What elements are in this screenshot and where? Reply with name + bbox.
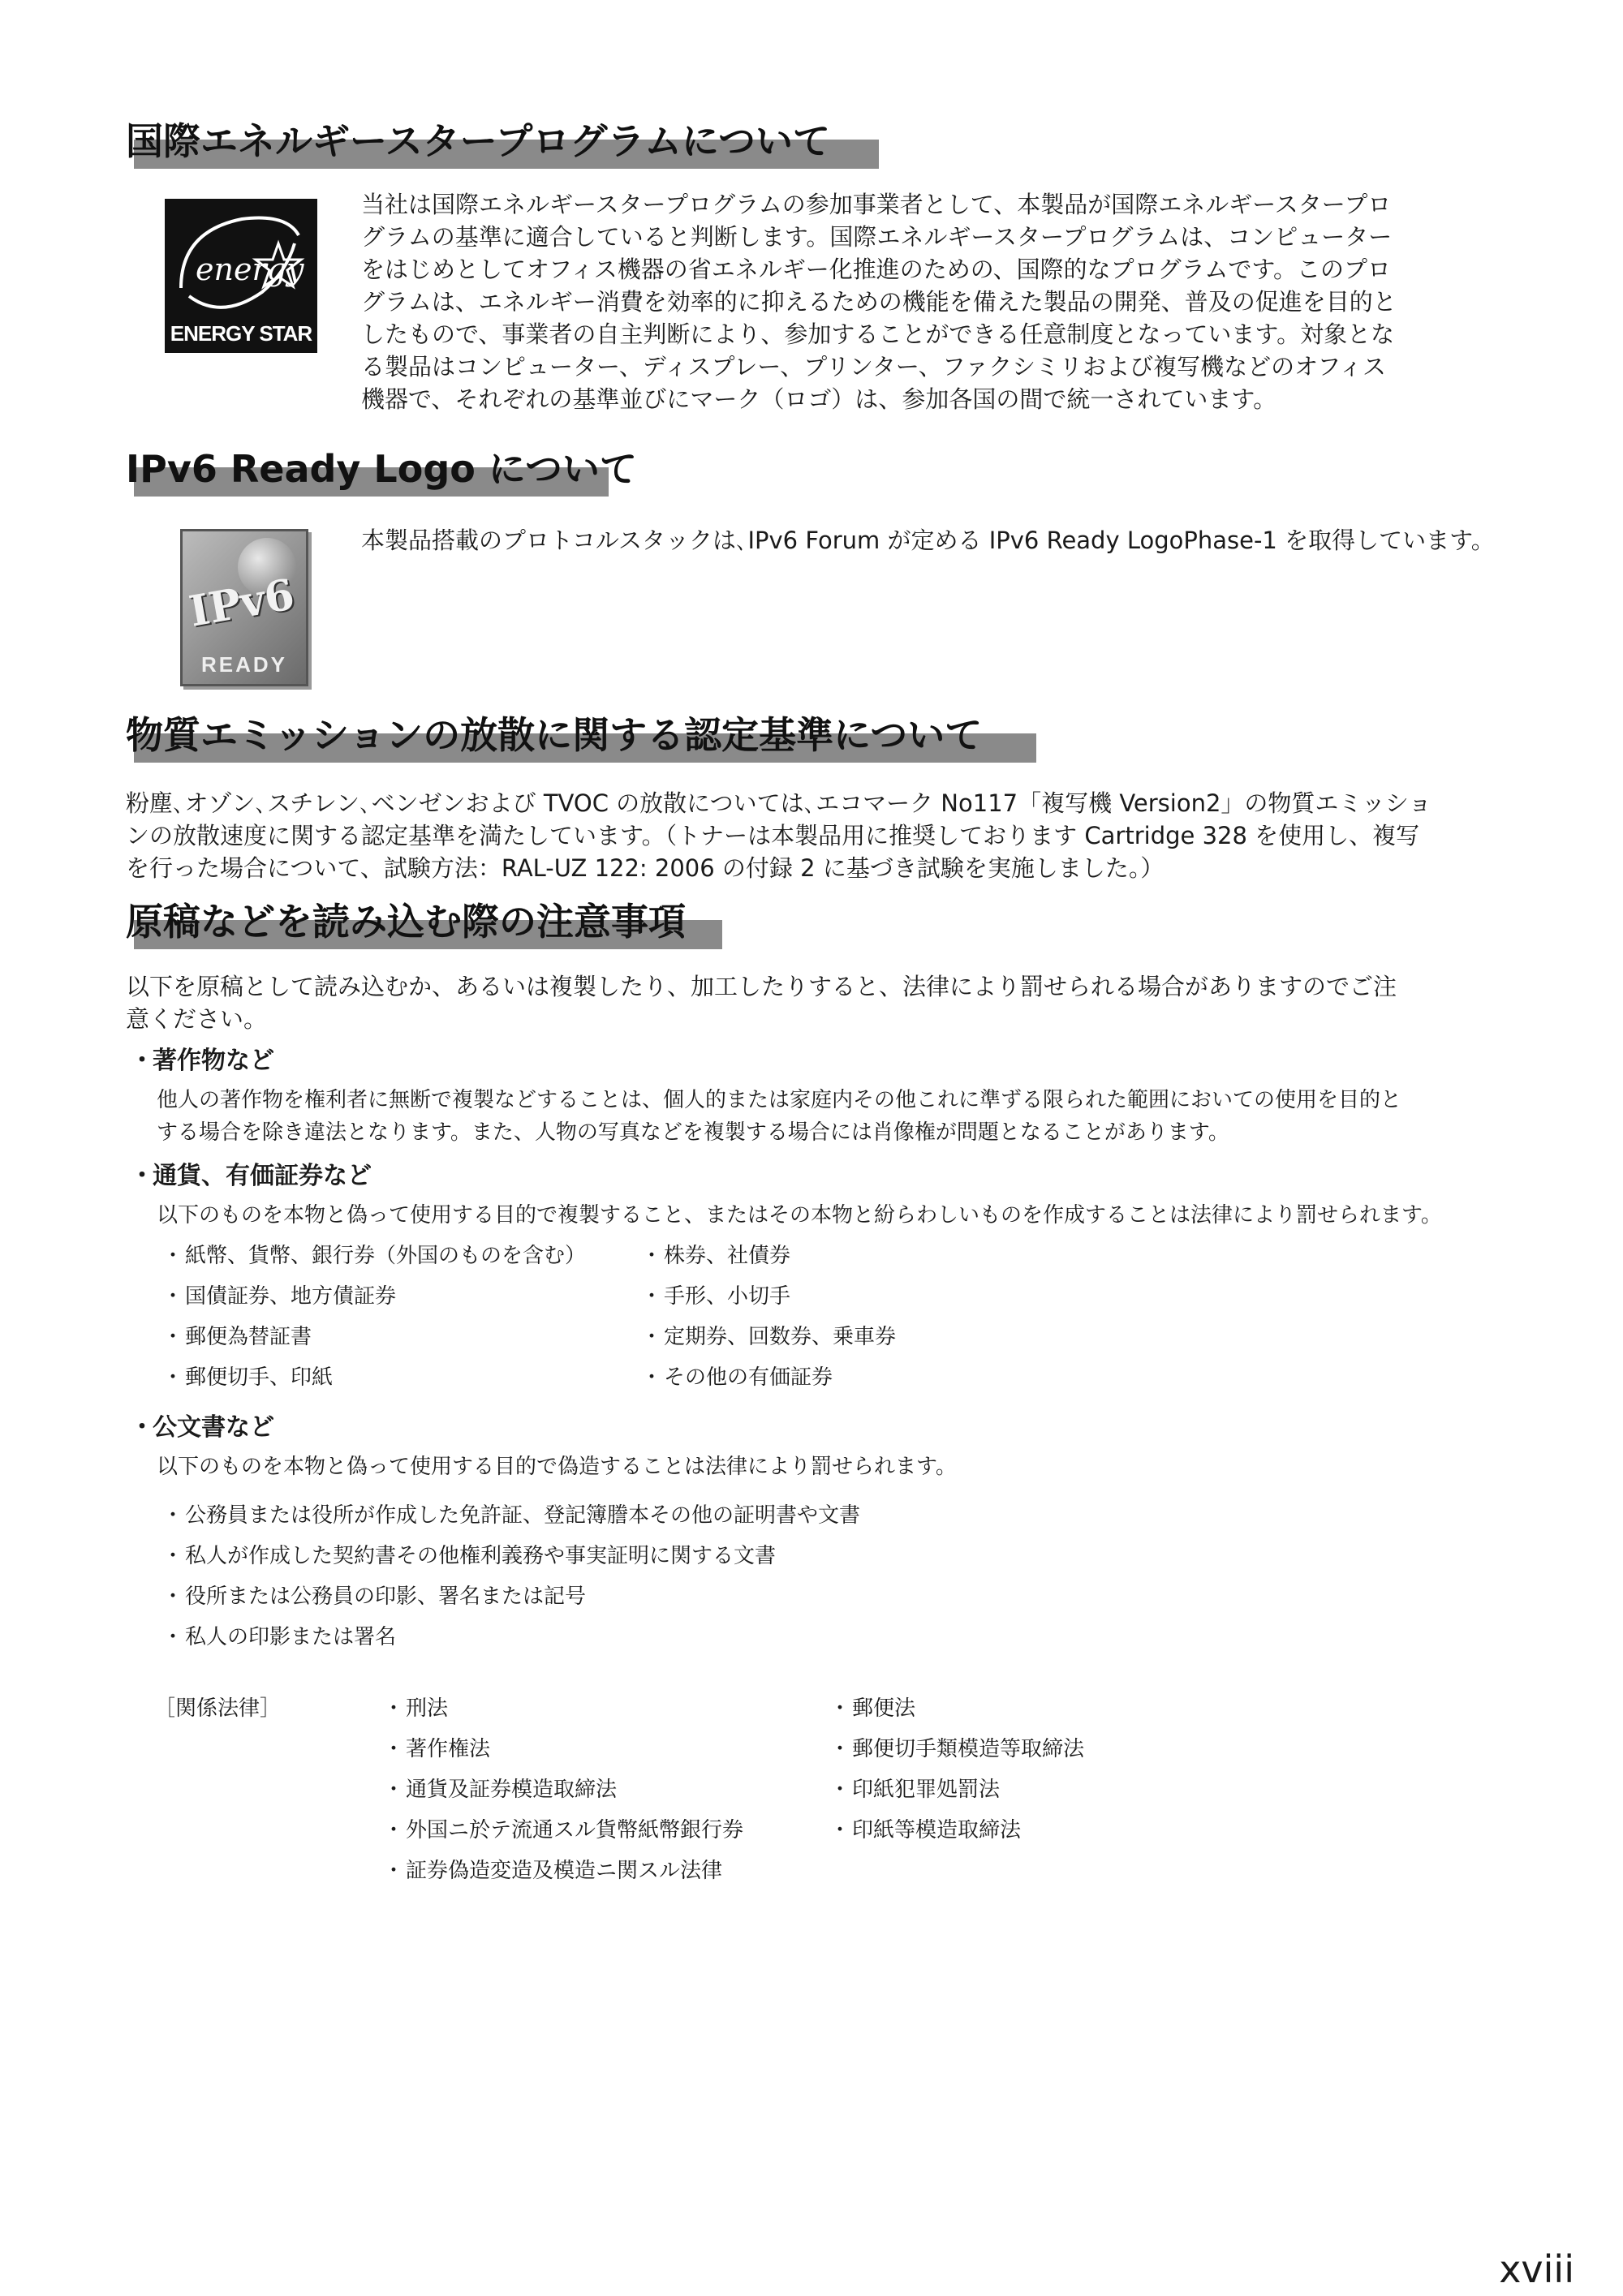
ipv6-heading: IPv6 Ready Logo について	[126, 448, 648, 497]
energy-star-icon	[165, 199, 317, 320]
energy-star-heading: 国際エネルギースタープログラムについて	[126, 120, 842, 169]
list-item: ・役所または公務員の印影、署名または記号	[162, 1584, 587, 1609]
documents-heading: ・公文書など	[130, 1413, 274, 1442]
list-item: ・証券偽造変造及模造ニ関スル法律	[383, 1859, 723, 1883]
currency-heading: ・通貨、有価証券など	[130, 1162, 372, 1190]
list-item: ・郵便切手類模造等取締法	[829, 1737, 1085, 1761]
list-item: ・著作権法	[383, 1737, 491, 1761]
list-item: ・私人の印影または署名	[162, 1625, 397, 1649]
list-item: ・国債証券、地方債証券	[162, 1284, 397, 1309]
list-item: ・公務員または役所が作成した免許証、登記簿謄本その他の証明書や文書	[162, 1503, 861, 1528]
energy-star-label: ENERGY STAR	[170, 321, 312, 346]
list-item: ・印紙犯罪処罰法	[829, 1778, 1001, 1802]
emission-heading: 物質エミッションの放散に関する認定基準について	[126, 714, 993, 763]
list-item: ・郵便為替証書	[162, 1325, 312, 1349]
list-item: ・印紙等模造取締法	[829, 1818, 1022, 1842]
copyright-paragraph: 他人の著作物を権利者に無断で複製などすることは、個人的または家庭内その他これに準ずる限られた範囲においての使用を目的と する場合を除き違法となります。また、人物の写真などを複製する場合には肖像権が問題となることがあります。	[157, 1088, 1402, 1145]
ipv6-ready-label: READY	[200, 652, 287, 677]
list-item: ・定期券、回数券、乗車券	[641, 1325, 897, 1349]
list-item: ・紙幣、貨幣、銀行券（外国のものを含む）	[162, 1244, 587, 1268]
energy-star-logo	[165, 199, 317, 353]
list-item: ・刑法	[383, 1696, 449, 1721]
svg-text:energy: energy	[196, 252, 304, 287]
list-item: ・通貨及証券模造取締法	[383, 1778, 618, 1802]
list-item: ・郵便法	[829, 1696, 916, 1721]
list-item: ・手形、小切手	[641, 1284, 791, 1309]
list-item: ・その他の有価証券	[641, 1365, 833, 1390]
page-number: xviii	[1499, 2247, 1574, 2291]
emission-paragraph: 粉塵､オゾン､スチレン､ベンゼンおよび TVOC の放散については､エコマーク No117「複写機 Version2」の物質エミッショ ンの放散速度に関する認定基準を満たしています。（トナーは本製品用に推奨しております Cartridge 328 を使用し、複写 を行った場合について、試験方法：RAL-UZ 122: 2006 の付録 2 に基づき試験を実施しました。）	[126, 789, 1432, 882]
ipv6-ready-logo	[180, 529, 308, 686]
currency-paragraph: 以下のものを本物と偽って使用する目的で複製すること、またはその本物と紛らわしいものを作成することは法律により罰せられます。	[157, 1203, 1442, 1228]
energy-star-paragraph: 当社は国際エネルギースタープログラムの参加事業者として、本製品が国際エネルギースタープロ グラムの基準に適合していると判断します。国際エネルギースタープログラムは、コンピューター をはじめとしてオフィス機器の省エネルギー化推進のための、国際的なプログラムです。このプロ グラムは、エネルギー消費を効率的に抑えるための機能を備えた製品の開発、普及の促進を目的と したもので、事業者の自主判断により、参加することができる任意制度となっています。対象とな る製品はコンピューター、ディスプレー、プリンター、ファクシミリおよび複写機などのオフィス 機器で、それぞれの基準並びにマーク（ロゴ）は、参加各国の間で統一されています。	[361, 191, 1397, 413]
list-item: ・外国ニ於テ流通スル貨幣紙幣銀行券	[383, 1818, 744, 1842]
list-item: ・郵便切手、印紙	[162, 1365, 334, 1390]
documents-paragraph: 以下のものを本物と偽って使用する目的で偽造することは法律により罰せられます。	[157, 1455, 957, 1479]
related-laws-label: ［関係法律］	[154, 1696, 282, 1721]
ipv6-paragraph: 本製品搭載のプロトコルスタックは､IPv6 Forum が定める IPv6 Ready LogoPhase-1 を取得しています。	[361, 527, 1495, 554]
list-item: ・株券、社債券	[641, 1244, 791, 1268]
list-item: ・私人が作成した契約書その他権利義務や事実証明に関する文書	[162, 1544, 777, 1568]
ipv6-logo-text: IPv6	[185, 570, 299, 637]
copyright-heading: ・著作物など	[130, 1047, 274, 1075]
caution-intro: 以下を原稿として読み込むか、あるいは複製したり、加工したりすると、法律により罰せられる場合がありますのでご注 意ください。	[126, 973, 1397, 1033]
caution-heading: 原稿などを読み込む際の注意事項	[126, 901, 697, 949]
